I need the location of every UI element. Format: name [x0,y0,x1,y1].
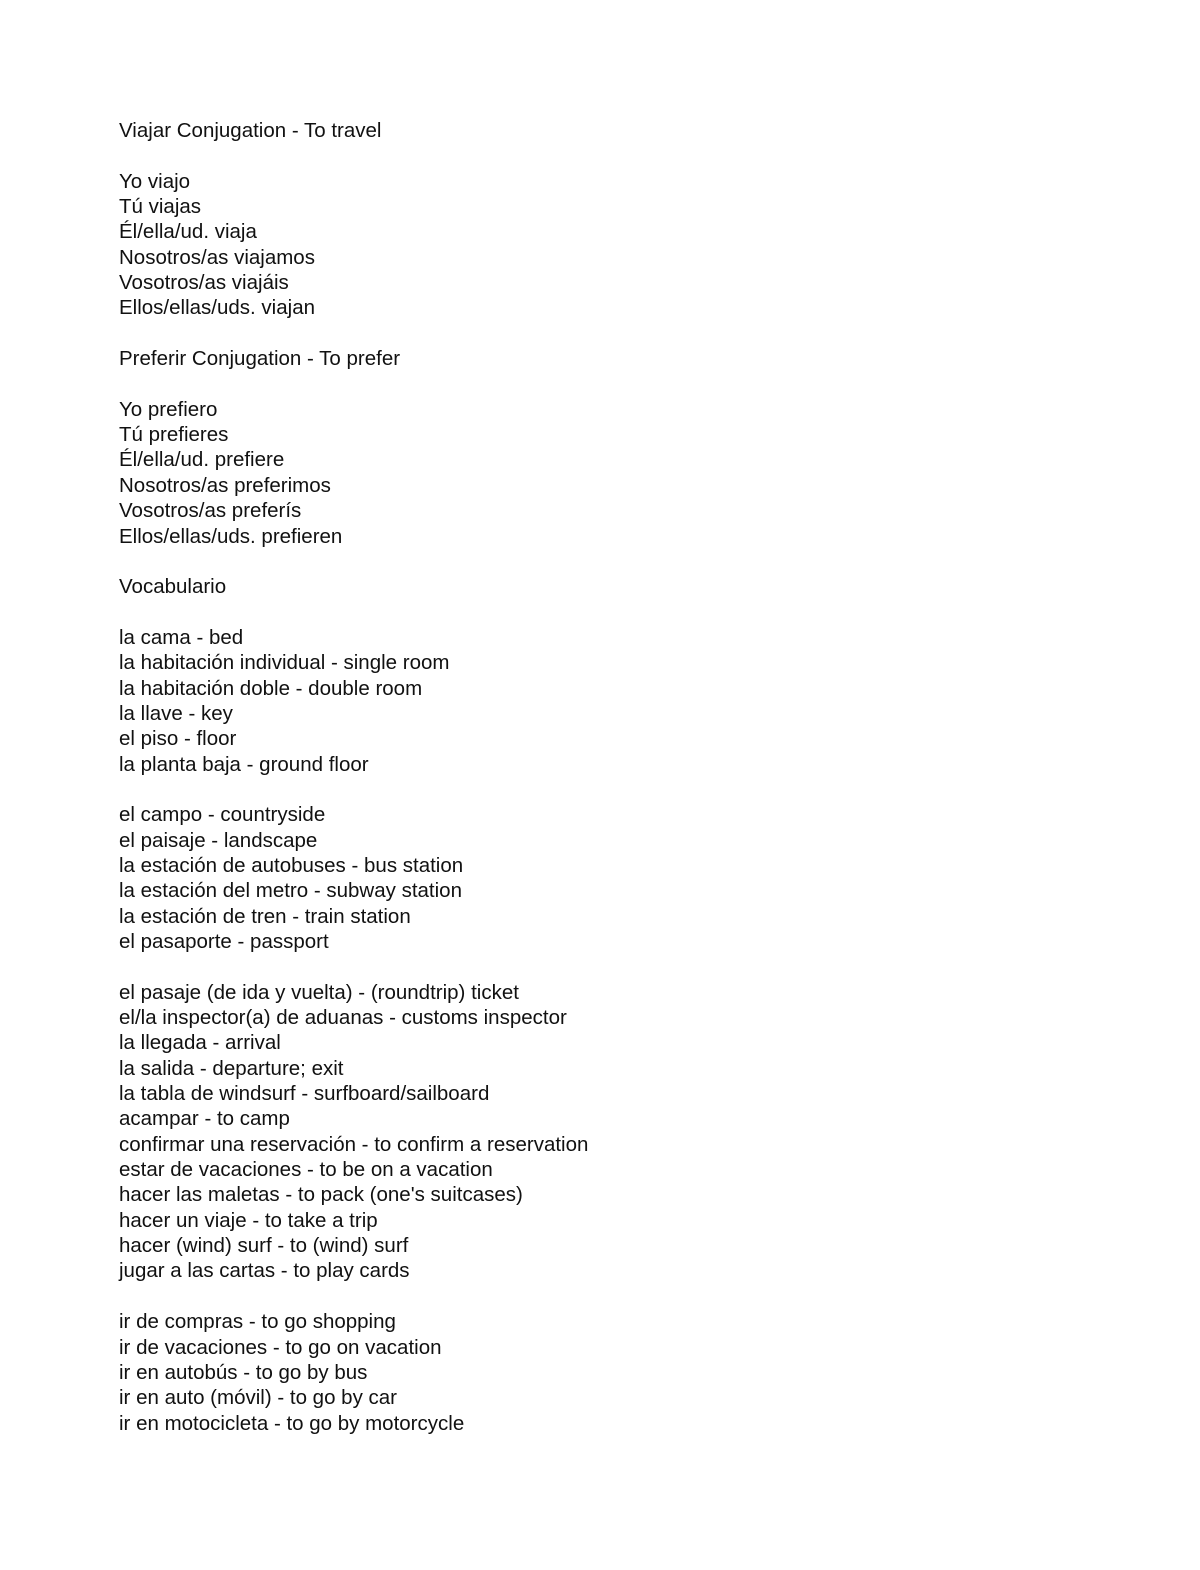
vocab-item: la cama - bed [119,625,244,649]
preferir-form-ellos: Ellos/ellas/uds. prefieren [119,524,343,548]
vocab-item: el paisaje - landscape [119,828,318,852]
viajar-form-yo: Yo viajo [119,169,191,193]
vocab-item: la estación de tren - train station [119,904,411,928]
spacer [119,549,1079,574]
vocab-item: la estación de autobuses - bus station [119,853,464,877]
preferir-heading: Preferir Conjugation - To prefer [119,347,401,371]
vocab-item: ir de compras - to go shopping [119,1310,396,1334]
spacer [119,954,1079,979]
spacer [119,321,1079,346]
vocab-item: la llegada - arrival [119,1031,281,1055]
preferir-form-el: Él/ella/ud. prefiere [119,448,285,472]
vocab-item: la llave - key [119,701,233,725]
vocab-item: la tabla de windsurf - surfboard/sailboard [119,1082,490,1106]
preferir-form-nosotros: Nosotros/as preferimos [119,473,331,497]
vocab-item: ir de vacaciones - to go on vacation [119,1335,442,1359]
preferir-form-vosotros: Vosotros/as preferís [119,499,302,523]
vocab-item: confirmar una reservación - to confirm a reservation [119,1132,589,1156]
spacer [119,600,1079,625]
vocab-item: hacer un viaje - to take a trip [119,1208,378,1232]
vocab-item: jugar a las cartas - to play cards [119,1259,410,1283]
vocab-item: la habitación doble - double room [119,676,423,700]
vocabulario-heading: Vocabulario [119,575,227,599]
vocab-item: hacer las maletas - to pack (one's suitcases) [119,1183,523,1207]
vocab-item: la estación del metro - subway station [119,879,462,903]
viajar-form-ellos: Ellos/ellas/uds. viajan [119,296,315,320]
vocab-item: el pasaporte - passport [119,930,329,953]
vocab-item: ir en motocicleta - to go by motorcycle [119,1411,465,1435]
vocab-item: la habitación individual - single room [119,651,450,675]
preferir-form-tu: Tú prefieres [119,423,229,447]
vocab-item: acampar - to camp [119,1107,290,1131]
spacer [119,777,1079,802]
spacer [119,143,1079,168]
viajar-form-tu: Tú viajas [119,195,202,219]
preferir-form-yo: Yo prefiero [119,397,218,421]
spacer [119,371,1079,396]
vocab-item: hacer (wind) surf - to (wind) surf [119,1234,409,1258]
viajar-heading: Viajar Conjugation - To travel [119,119,382,142]
vocab-item: el campo - countryside [119,803,326,827]
vocab-item: estar de vacaciones - to be on a vacation [119,1158,493,1182]
viajar-form-el: Él/ella/ud. viaja [119,220,257,244]
viajar-form-nosotros: Nosotros/as viajamos [119,245,315,269]
document-body [119,118,1079,1436]
vocab-item: ir en auto (móvil) - to go by car [119,1386,397,1410]
spacer [119,1284,1079,1309]
viajar-form-vosotros: Vosotros/as viajáis [119,271,289,295]
vocab-item: el/la inspector(a) de aduanas - customs inspector [119,1006,567,1030]
vocab-item: el pasaje (de ida y vuelta) - (roundtrip) ticket [119,980,519,1004]
vocab-item: el piso - floor [119,727,237,751]
vocab-item: ir en autobús - to go by bus [119,1360,368,1384]
vocab-item: la planta baja - ground floor [119,752,369,776]
vocab-item: la salida - departure; exit [119,1056,344,1080]
